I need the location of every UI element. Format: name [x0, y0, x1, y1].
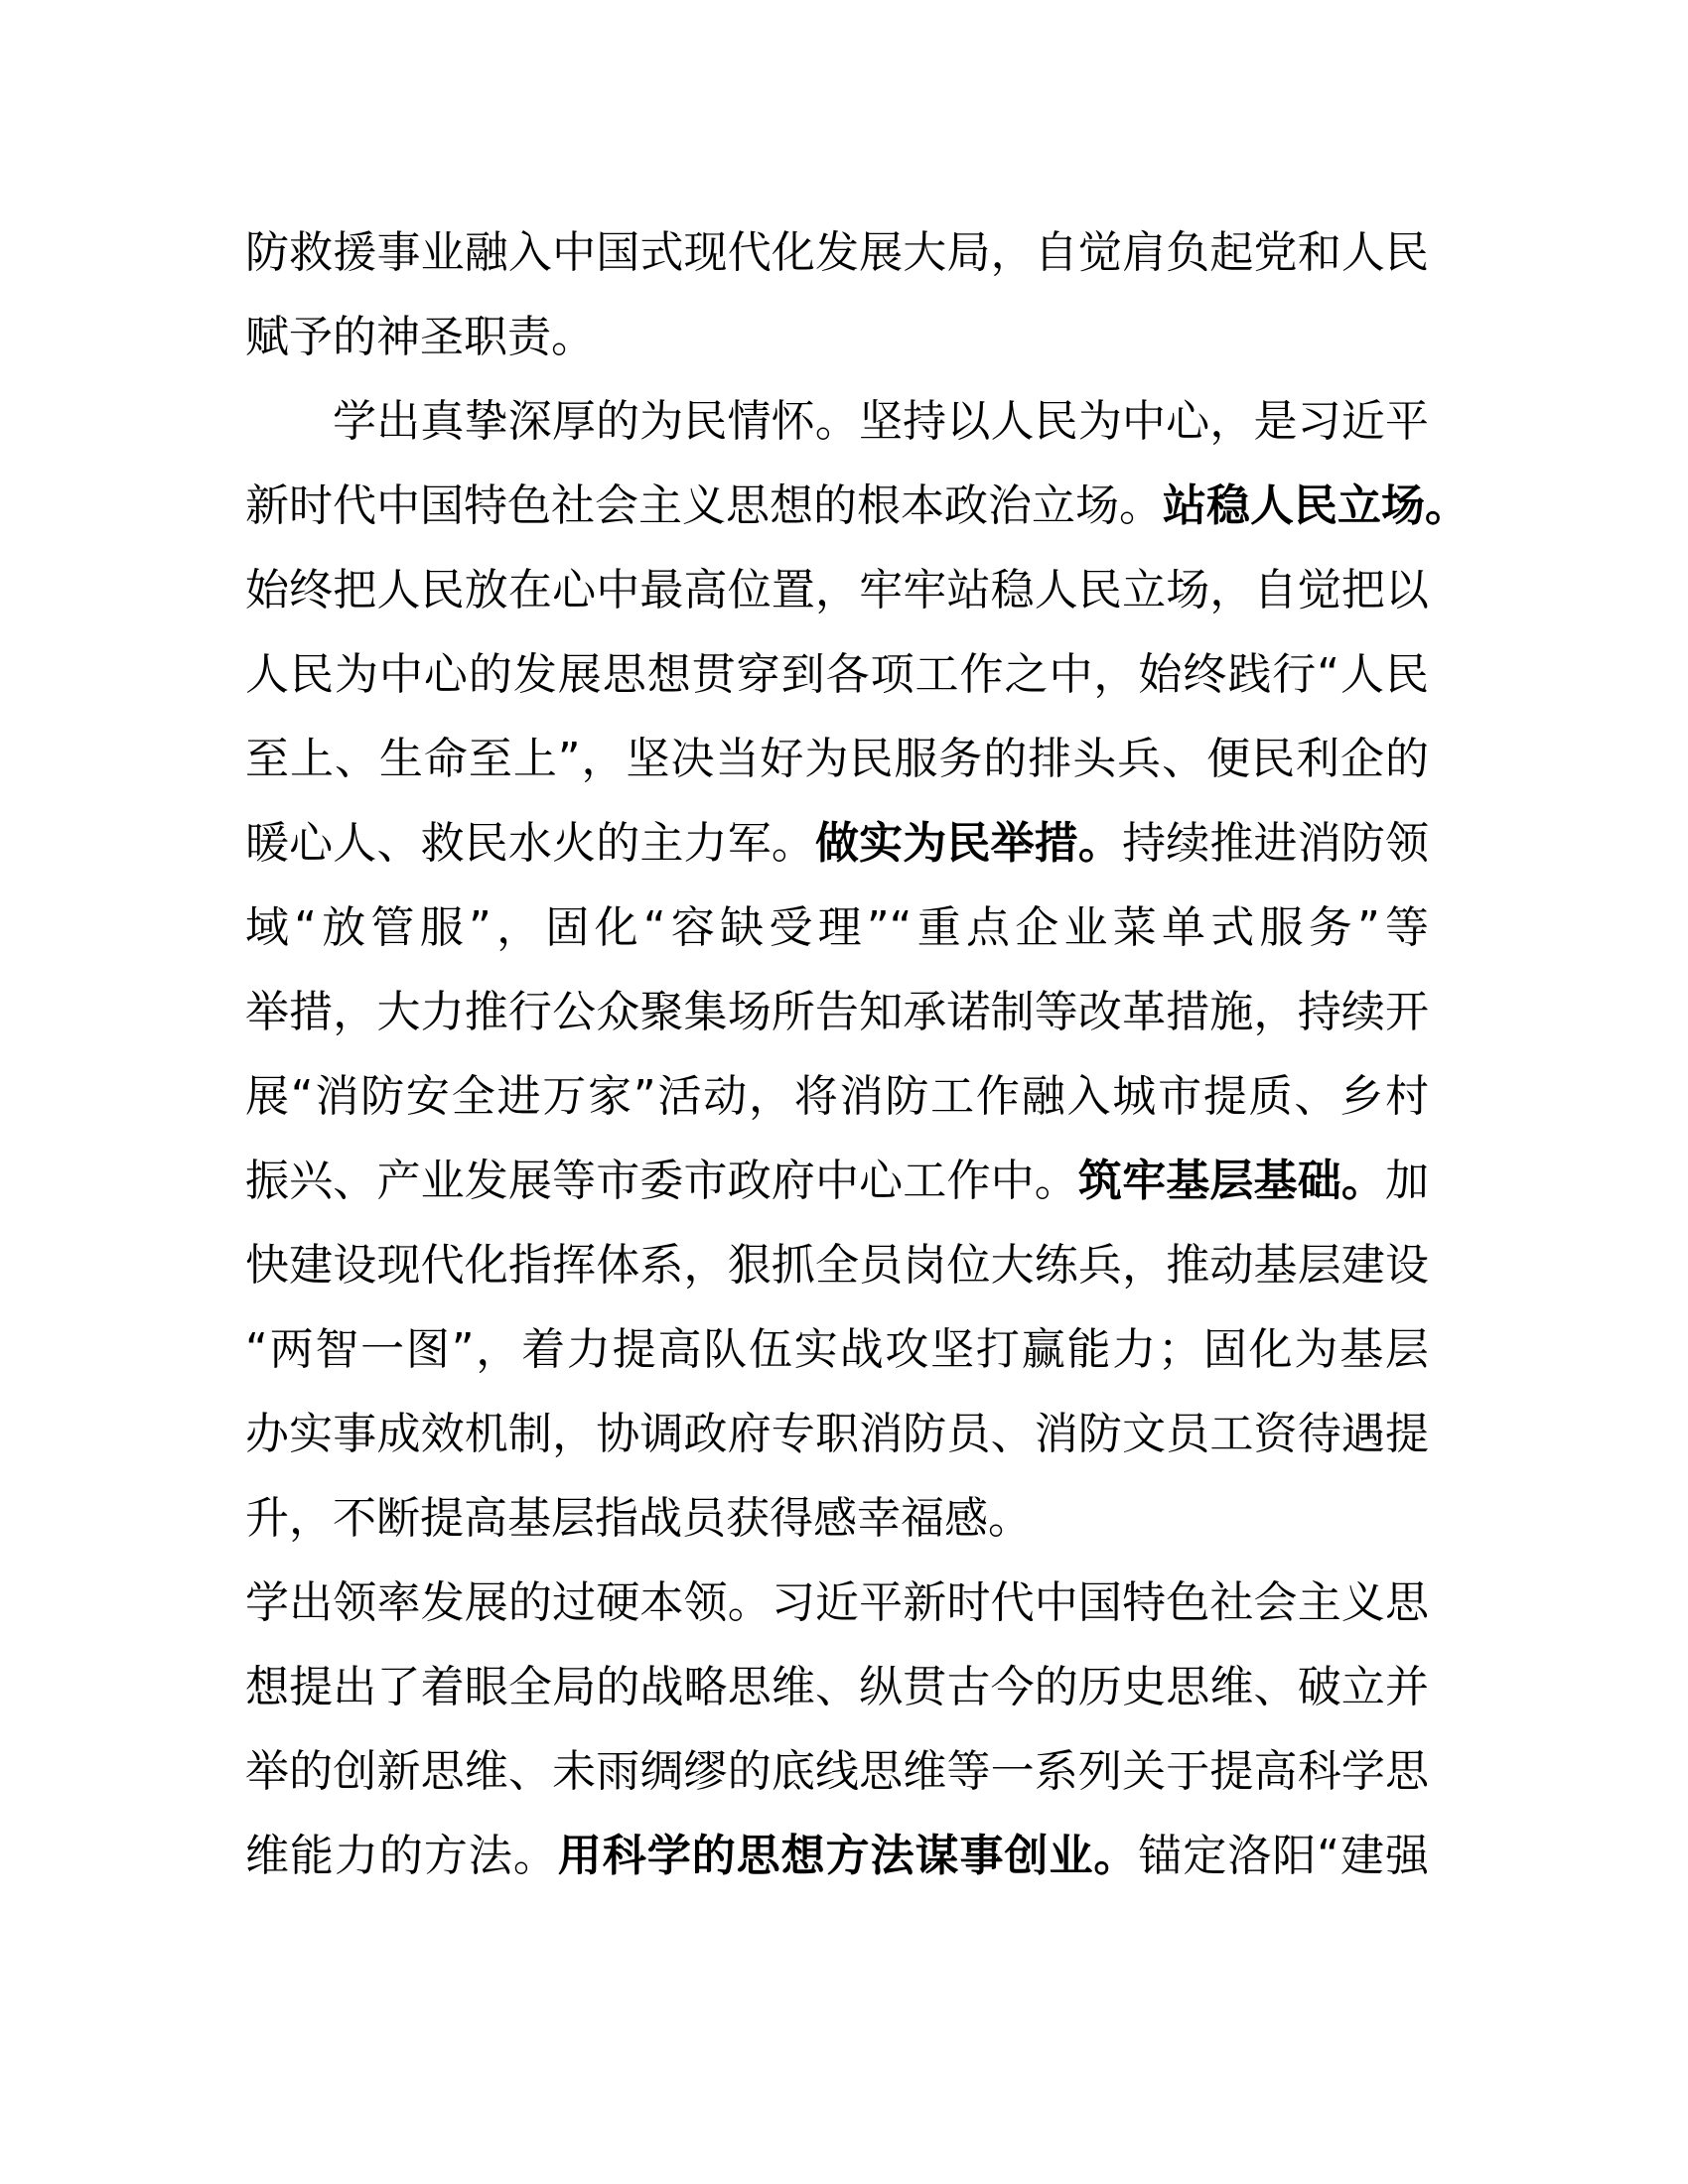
bold-heading-text: 站稳人民立场。: [1163, 480, 1469, 531]
body-text: 学出真挚深厚的为民情怀。坚持以人民为中心，是习近平: [333, 396, 1429, 447]
text-line: [245, 1223, 1429, 1307]
paragraph: [245, 1561, 1429, 1898]
body-text: “两智一图”，着力提高队伍实战攻坚打赢能力；固化为基层: [245, 1324, 1429, 1375]
text-line: [245, 970, 1429, 1054]
document-page: [245, 210, 1469, 1898]
text-line: [245, 1814, 1429, 1898]
body-text: 维能力的方法。: [245, 1831, 558, 1881]
text-line: [245, 295, 1429, 379]
body-text: 至上、生命至上”，坚决当好为民服务的排头兵、便民利企的: [245, 734, 1429, 784]
body-text: 持续推进消防领: [1122, 818, 1430, 869]
text-line: [245, 1392, 1429, 1476]
body-text: 加: [1385, 1156, 1429, 1206]
bold-heading-text: 做实为民举措。: [815, 818, 1123, 869]
bold-heading-text: 筑牢基层基础。: [1077, 1156, 1385, 1206]
text-line: [245, 379, 1429, 464]
body-text: 振兴、产业发展等市委市政府中心工作中。: [245, 1156, 1078, 1206]
text-line: [245, 1561, 1429, 1645]
body-text: 快建设现代化指挥体系，狠抓全员岗位大练兵，推动基层建设: [245, 1240, 1429, 1291]
text-line: [245, 1307, 1429, 1392]
text-line: [245, 717, 1429, 801]
body-text: 新时代中国特色社会主义思想的根本政治立场。: [245, 480, 1163, 531]
body-text: 想提出了着眼全局的战略思维、纵贯古今的历史思维、破立并: [245, 1662, 1429, 1712]
text-line: [245, 548, 1429, 632]
body-text: 暖心人、救民水火的主力军。: [245, 818, 815, 869]
body-text: 域“放管服”，固化“容缺受理”“重点企业菜单式服务”等: [245, 902, 1429, 953]
body-text: 防救援事业融入中国式现代化发展大局，自觉肩负起党和人民: [245, 227, 1429, 278]
body-text: 举的创新思维、未雨绸缪的底线思维等一系列关于提高科学思: [245, 1746, 1429, 1797]
body-text: 赋予的神圣职责。: [245, 312, 595, 362]
text-line: [245, 1645, 1429, 1729]
text-line: [245, 886, 1429, 970]
body-text: 展“消防安全进万家”活动，将消防工作融入城市提质、乡村: [245, 1071, 1429, 1122]
body-text: 人民为中心的发展思想贯穿到各项工作之中，始终践行“人民: [245, 649, 1429, 700]
text-line: [245, 210, 1429, 295]
paragraph: [245, 210, 1429, 379]
text-line: [245, 801, 1429, 886]
bold-heading-text: 用科学的思想方法谋事创业。: [557, 1831, 1139, 1881]
body-text: 锚定洛阳“建强: [1138, 1831, 1430, 1881]
body-text: 学出领率发展的过硬本领。习近平新时代中国特色社会主义思: [245, 1577, 1429, 1628]
text-line: [245, 1139, 1429, 1223]
text-line: [245, 632, 1429, 717]
paragraph: [245, 379, 1469, 1561]
body-text: 升，不断提高基层指战员获得感幸福感。: [245, 1493, 1032, 1544]
body-text: 办实事成效机制，协调政府专职消防员、消防文员工资待遇提: [245, 1409, 1429, 1459]
text-line: [245, 464, 1469, 548]
text-line: [245, 1054, 1429, 1139]
text-line: [245, 1729, 1429, 1814]
text-line: [245, 1476, 1429, 1561]
body-text: 始终把人民放在心中最高位置，牢牢站稳人民立场，自觉把以: [245, 565, 1429, 615]
body-text: 举措，大力推行公众聚集场所告知承诺制等改革措施，持续开: [245, 987, 1429, 1037]
